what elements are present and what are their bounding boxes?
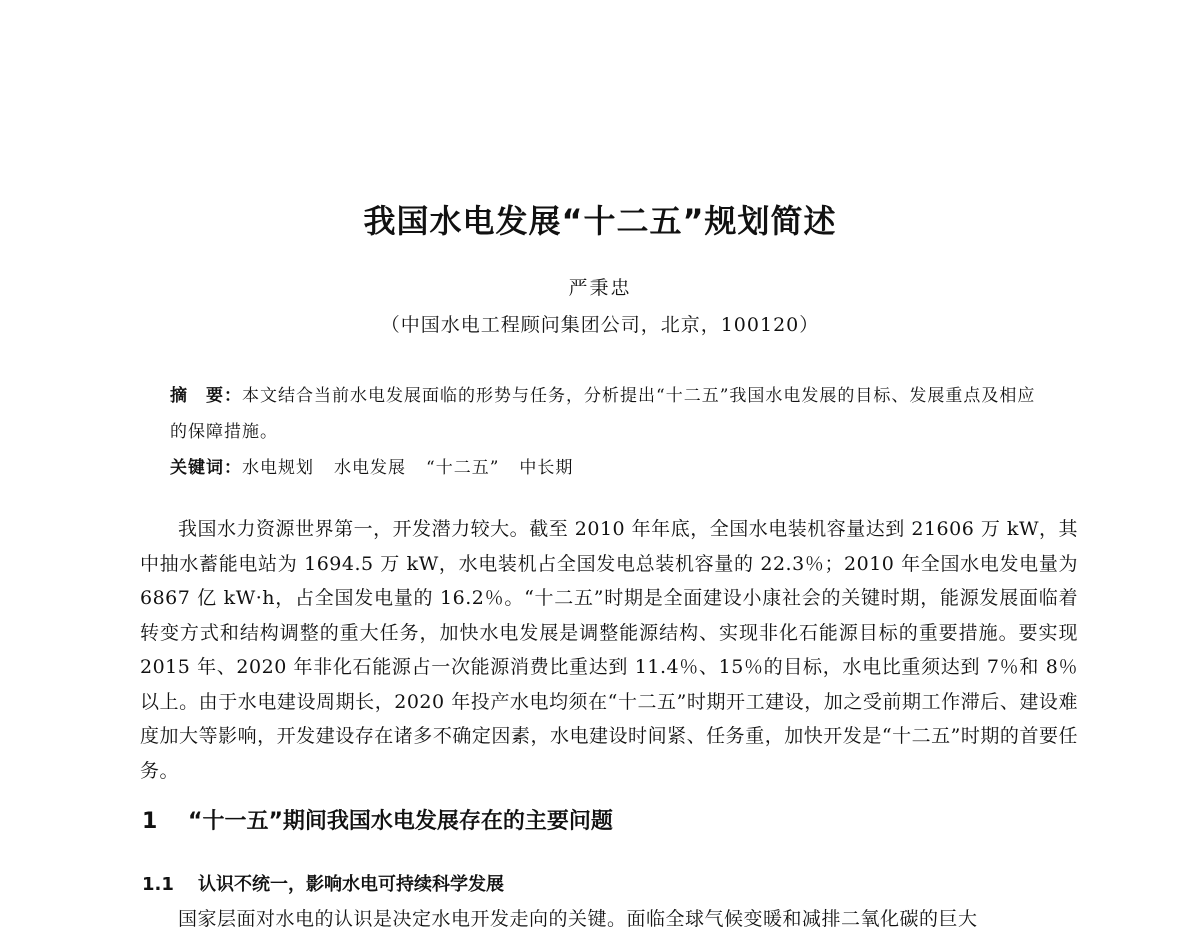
abstract-label: 摘 要：: [170, 386, 242, 406]
author-name: 严秉忠: [568, 277, 632, 299]
section-number: 1: [142, 809, 158, 834]
keywords-line: [170, 450, 1050, 486]
keyword-item: 水电发展: [334, 458, 406, 478]
abstract-block: [170, 378, 1050, 486]
abstract-body: 本文结合当前水电发展面临的形势与任务，分析提出“十二五”我国水电发展的目标、发展重点及相应的保障措施。: [170, 386, 1036, 442]
intro-section: [140, 512, 1078, 788]
paper-title: 我国水电发展“十二五”规划简述: [363, 202, 837, 240]
section-1-1-heading: [142, 870, 504, 896]
section-1-1-first-line: 国家层面对水电的认识是决定水电开发走向的关键。面临全球气候变暖和减排二氧化碳的巨大: [178, 908, 978, 930]
keyword-item: 中长期: [519, 458, 574, 478]
intro-paragraph: 我国水力资源世界第一，开发潜力较大。截至 2010 年年底，全国水电装机容量达到 21606 万 kW，其中抽水蓄能电站为 1694.5 万 kW，水电装机占全国发电总装机容量的 22.3％；2010 年全国水电发电量为 6867 亿 kW·h，占全国发电量的 16.2％。“十二五”时期是全面建设小康社会的关键时期，能源发展面临着转变方式和结构调整的重大任务，加快水电发展是调整能源结构、实现非化石能源目标的重要措施。要实现 2015 年、2020 年非化石能源占一次能源消费比重达到 11.4％、15％的目标，水电比重须达到 7％和 8％以上。由于水电建设周期长，2020 年投产水电均须在“十二五”时期开工建设，加之受前期工作滞后、建设难度加大等影响，开发建设存在诸多不确定因素，水电建设时间紧、任务重，加快开发是“十二五”时期的首要任务。: [140, 518, 1078, 782]
abstract-text: [170, 378, 1050, 450]
section-title: “十一五”期间我国水电发展存在的主要问题: [188, 809, 613, 834]
keywords-label: 关键词：: [170, 458, 242, 478]
section-1-heading: [142, 804, 613, 835]
keyword-item: “十二五”: [426, 458, 500, 478]
subsection-title: 认识不统一，影响水电可持续科学发展: [198, 874, 504, 895]
subsection-number: 1.1: [142, 874, 174, 895]
keyword-item: 水电规划: [242, 458, 314, 478]
author-affiliation: （中国水电工程顾问集团公司，北京，100120）: [380, 314, 820, 336]
